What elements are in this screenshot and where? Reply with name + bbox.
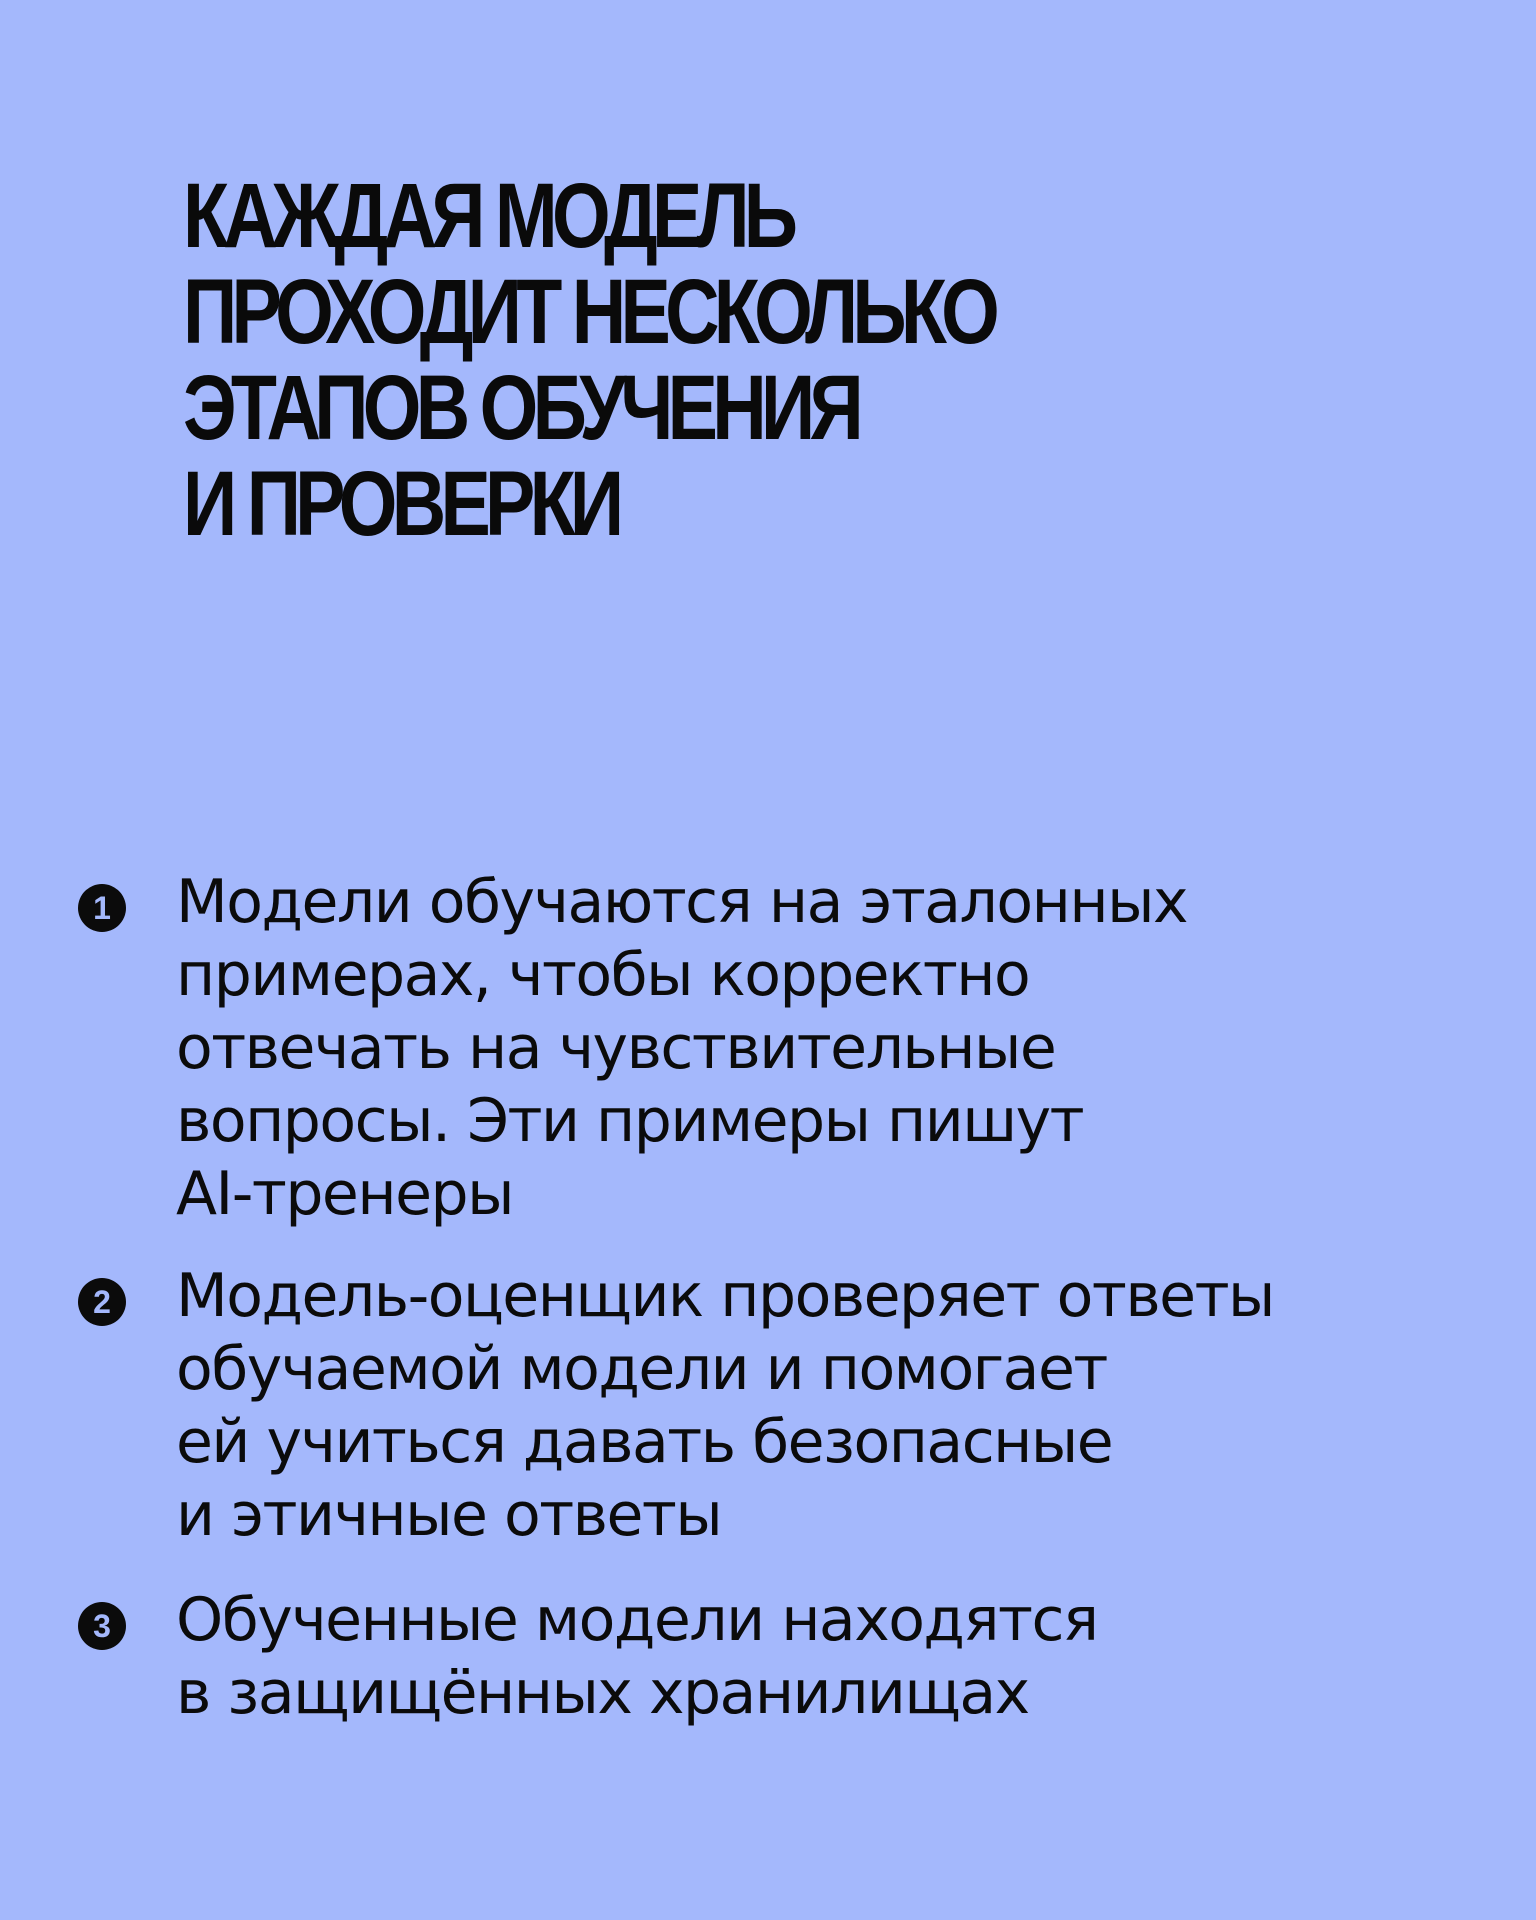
step-number-badge: 2 xyxy=(78,1278,126,1326)
step-number-badge: 3 xyxy=(78,1602,126,1650)
step-text: Обученные модели находятся в защищённых хранилищах xyxy=(176,1585,1098,1728)
step-text: Модель-оценщик проверяет ответы обучаемой модели и помогает ей учиться давать безопасные и этичные ответы xyxy=(176,1261,1274,1550)
step-number-badge: 1 xyxy=(78,884,126,932)
headline-line-4: И ПРОВЕРКИ xyxy=(183,453,619,555)
headline xyxy=(183,165,1433,555)
headline-line-3: ЭТАПОВ ОБУЧЕНИЯ xyxy=(183,357,858,459)
step-text: Модели обучаются на эталонных примерах, чтобы корректно отвечать на чувствительные вопросы. Эти примеры пишут AI-тренеры xyxy=(176,867,1187,1229)
headline-line-2: ПРОХОДИТ НЕСКОЛЬКО xyxy=(183,261,995,363)
headline-line-1: КАЖДАЯ МОДЕЛЬ xyxy=(183,165,793,267)
